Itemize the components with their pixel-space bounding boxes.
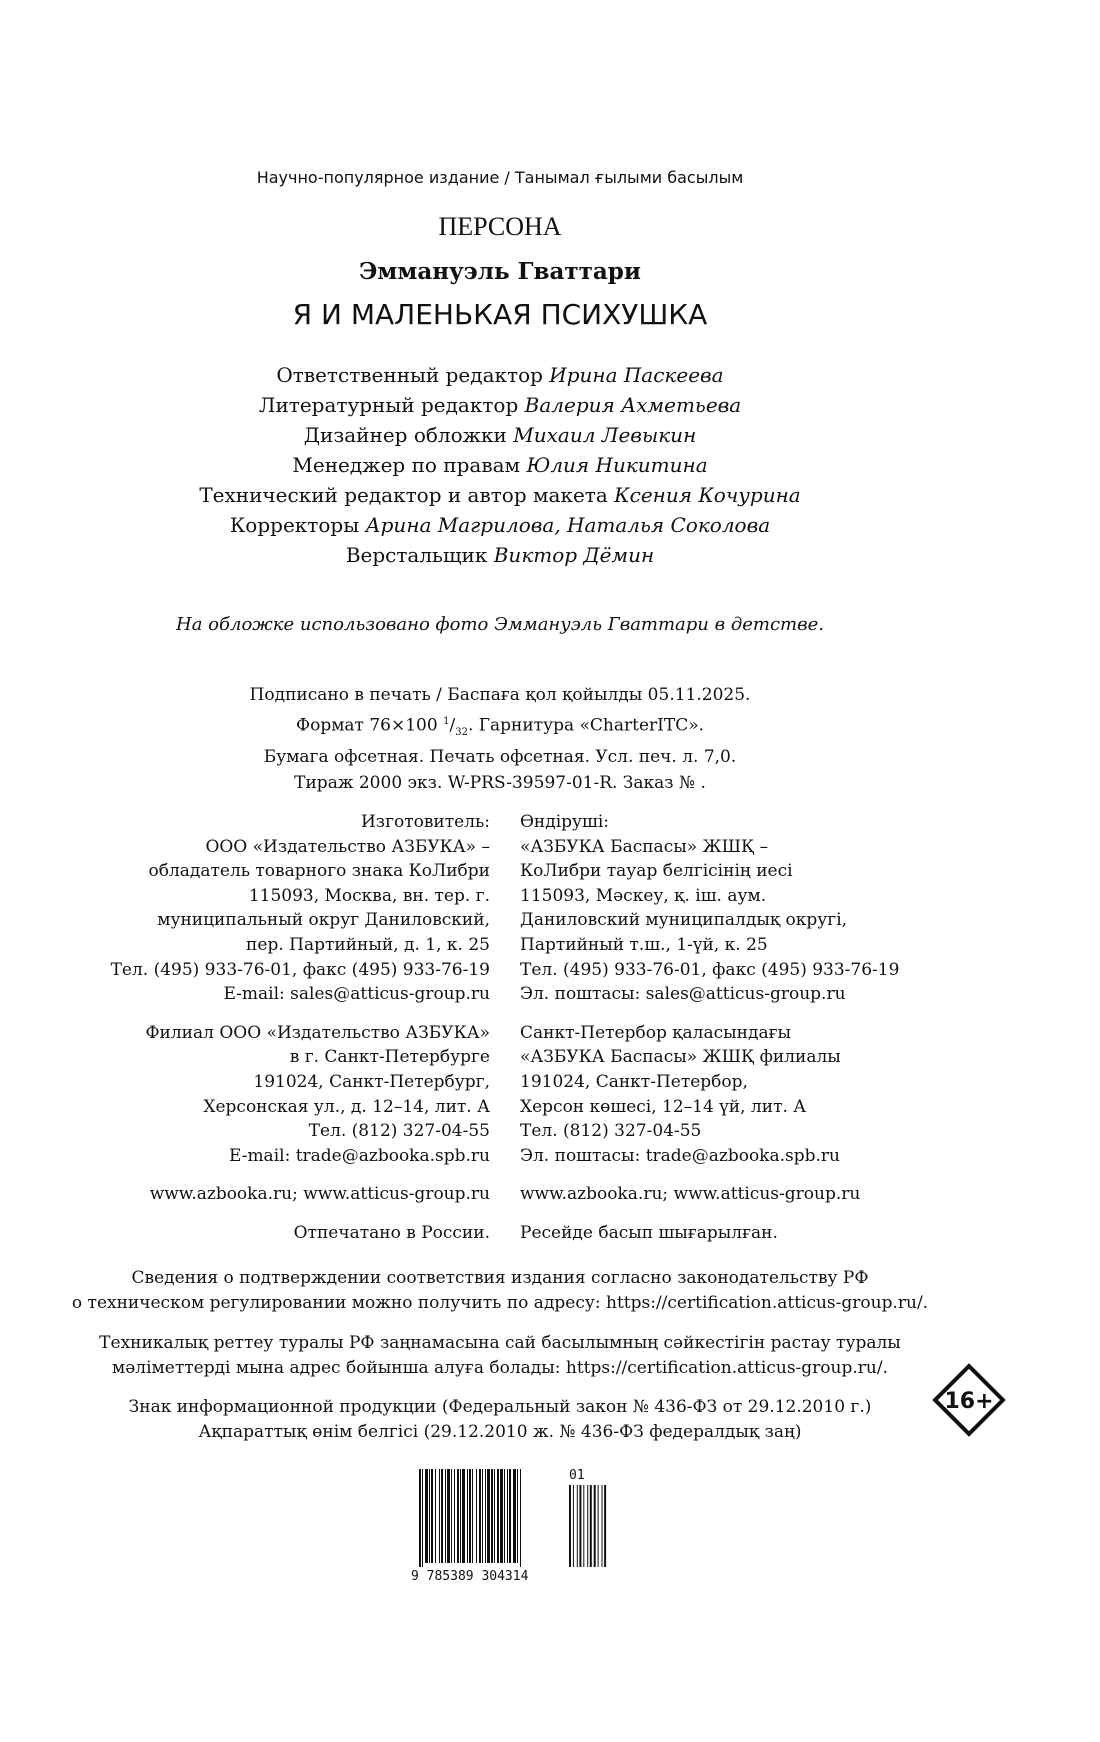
info-product-sign bbox=[0, 1395, 1000, 1445]
barcode-bar bbox=[469, 1469, 471, 1563]
print-line: Подписано в печать / Баспаға қол қойылды 05.11.2025. bbox=[249, 685, 751, 705]
barcode-bar bbox=[467, 1469, 468, 1563]
cover-photo-note: На обложке использовано фото Эммануэль Гваттари в детстве. bbox=[176, 614, 824, 635]
book-title: Я И МАЛЕНЬКАЯ ПСИХУШКА bbox=[292, 298, 708, 331]
barcode-addon-bar bbox=[577, 1485, 578, 1567]
branch-line: Херсон көшесі, 12–14 үй, лит. А bbox=[520, 1096, 807, 1117]
barcode-bar bbox=[491, 1469, 493, 1563]
barcode-addon-bar bbox=[594, 1485, 596, 1567]
credit-row bbox=[0, 510, 1000, 540]
barcode-digits: 9 785389 304314 bbox=[411, 1569, 529, 1584]
barcode-bar bbox=[441, 1469, 443, 1563]
credit-person: Виктор Дёмин bbox=[493, 543, 655, 567]
credit-person: Ирина Паскеева bbox=[549, 363, 724, 387]
barcode-bar bbox=[504, 1469, 505, 1563]
publisher-line: обладатель товарного знака КоЛибри bbox=[148, 861, 490, 882]
barcode-bar bbox=[419, 1469, 421, 1567]
barcode-addon-digits: 01 bbox=[569, 1468, 585, 1483]
barcode-bar bbox=[462, 1469, 465, 1563]
credit-row bbox=[0, 540, 1000, 570]
credit-role: Менеджер по правам bbox=[292, 453, 521, 477]
credit-role: Корректоры bbox=[229, 513, 360, 537]
publisher-line: Изготовитель: bbox=[360, 812, 490, 832]
barcode-bar bbox=[460, 1469, 461, 1563]
barcode-bar bbox=[513, 1469, 516, 1563]
format-text: Формат 76×100 bbox=[295, 715, 444, 736]
barcode-bar bbox=[422, 1469, 423, 1567]
barcode-bar bbox=[500, 1469, 503, 1563]
barcode-addon-bar bbox=[583, 1485, 584, 1567]
print-line: Бумага офсетная. Печать офсетная. Усл. печ. л. 7,0. bbox=[263, 747, 737, 768]
barcode-bar bbox=[435, 1469, 436, 1563]
barcode-bar bbox=[439, 1469, 440, 1563]
age-rating-badge bbox=[928, 1359, 1010, 1441]
credit-person: Валерия Ахметьева bbox=[524, 393, 742, 417]
certification-kz bbox=[0, 1331, 1000, 1381]
barcode-addon-bar bbox=[587, 1485, 588, 1567]
age-rating-text: 16+ bbox=[944, 1389, 994, 1414]
credit-row bbox=[0, 390, 1000, 420]
branch-phone: Тел. (812) 327-04-55 bbox=[520, 1121, 702, 1142]
printed-in: Отпечатано в России. bbox=[293, 1222, 490, 1243]
publisher-line: КоЛибри тауар белгісінің иесі bbox=[520, 861, 793, 882]
author-name: Эммануэль Гваттари bbox=[359, 258, 641, 285]
isbn-barcode bbox=[405, 1465, 630, 1585]
barcode-bar bbox=[451, 1469, 452, 1563]
typeface-text: . Гарнитура «CharterITC». bbox=[467, 715, 705, 736]
publisher-line: 115093, Москва, вн. тер. г. bbox=[248, 885, 490, 906]
publisher-info-ru bbox=[111, 810, 490, 1246]
publisher-line: пер. Партийный, д. 1, к. 25 bbox=[246, 934, 490, 955]
credit-role: Литературный редактор bbox=[258, 393, 519, 417]
credit-role: Технический редактор и автор макета bbox=[199, 483, 608, 507]
barcode-bars bbox=[419, 1469, 606, 1567]
credit-role: Верстальщик bbox=[345, 543, 488, 567]
barcode-bar bbox=[445, 1469, 446, 1563]
branch-email: Эл. поштасы: trade@azbooka.spb.ru bbox=[520, 1145, 840, 1166]
print-line: Формат 76×100 $^1/_{32}$. Гарнитура «CharterITC». bbox=[295, 715, 705, 738]
publisher-email: Эл. поштасы: sales@atticus-group.ru bbox=[520, 984, 846, 1005]
barcode-bar bbox=[425, 1469, 428, 1563]
branch-line: 191024, Санкт-Петербург, bbox=[253, 1071, 490, 1092]
credit-row bbox=[0, 360, 1000, 390]
certification-line: о техническом регулировании можно получить по адресу: https://certification.atticus-group.ru/. bbox=[71, 1293, 929, 1313]
publisher-line: муниципальный округ Даниловский, bbox=[157, 910, 490, 931]
barcode-bar bbox=[517, 1469, 518, 1563]
branch-line: «АЗБУКА Баспасы» ЖШҚ филиалы bbox=[520, 1047, 841, 1068]
credit-person: Арина Магрилова, Наталья Соколова bbox=[365, 513, 771, 537]
barcode-bar bbox=[454, 1469, 455, 1563]
barcode-addon-bar bbox=[590, 1485, 592, 1567]
barcode-bar bbox=[476, 1469, 477, 1563]
series-name: ПЕРСОНА bbox=[438, 212, 562, 241]
branch-line: 191024, Санкт-Петербор, bbox=[520, 1071, 748, 1092]
certification-ru bbox=[0, 1266, 1000, 1316]
edition-type: Научно-популярное издание / Танымал ғылыми басылым bbox=[256, 168, 744, 187]
barcode-addon-bar bbox=[598, 1485, 599, 1567]
branch-line: в г. Санкт-Петербурге bbox=[289, 1047, 490, 1068]
barcode-bar bbox=[507, 1469, 508, 1563]
publisher-line: Партийный т.ш., 1-үй, к. 25 bbox=[520, 934, 768, 955]
barcode-bar bbox=[487, 1469, 490, 1563]
print-details bbox=[0, 683, 1000, 796]
barcode-bar bbox=[447, 1469, 450, 1563]
publisher-email: E-mail: sales@atticus-group.ru bbox=[223, 984, 490, 1005]
branch-line: Филиал ООО «Издательство АЗБУКА» bbox=[145, 1022, 490, 1043]
publisher-line: 115093, Мәскеу, қ. іш. аум. bbox=[520, 885, 767, 906]
barcode-addon-bar bbox=[604, 1485, 606, 1567]
barcode-bar bbox=[472, 1469, 473, 1563]
credit-row bbox=[0, 420, 1000, 450]
barcode-bar bbox=[494, 1469, 495, 1563]
credit-role: Дизайнер обложки bbox=[303, 423, 507, 447]
branch-line: Херсонская ул., д. 12–14, лит. А bbox=[203, 1096, 490, 1117]
barcode-addon-bar bbox=[573, 1485, 574, 1567]
barcode-bar bbox=[497, 1469, 499, 1563]
barcode-addon-bar bbox=[602, 1485, 603, 1567]
branch-email: E-mail: trade@azbooka.spb.ru bbox=[228, 1145, 490, 1166]
branch-line: Санкт-Петербор қаласындағы bbox=[520, 1022, 792, 1043]
publisher-info-kz bbox=[520, 810, 899, 1246]
publisher-line: Өндіруші: bbox=[520, 812, 610, 832]
barcode-bar bbox=[520, 1469, 521, 1567]
credit-role: Ответственный редактор bbox=[276, 363, 543, 387]
barcode-bar bbox=[429, 1469, 430, 1563]
certification-line: Сведения о подтверждении соответствия издания согласно законодательству РФ bbox=[131, 1268, 869, 1288]
barcode-bar bbox=[457, 1469, 459, 1563]
credit-person: Михаил Левыкин bbox=[513, 423, 697, 447]
print-line: Тираж 2000 экз. W-PRS-39597-01-R. Заказ № . bbox=[294, 772, 706, 793]
barcode-bar bbox=[509, 1469, 511, 1563]
credit-row bbox=[0, 480, 1000, 510]
format-fraction-num: 1 bbox=[443, 715, 450, 727]
barcode-addon-bar bbox=[569, 1485, 571, 1567]
branch-phone: Тел. (812) 327-04-55 bbox=[308, 1121, 490, 1142]
certification-line: мәліметтерді мына адрес бойынша алуға болады: https://certification.atticus-group.ru/. bbox=[112, 1358, 888, 1378]
barcode-addon-bar bbox=[579, 1485, 581, 1567]
printed-in: Ресейде басып шығарылған. bbox=[520, 1222, 778, 1243]
publisher-line: ООО «Издательство АЗБУКА» – bbox=[205, 836, 490, 857]
credit-person: Юлия Никитина bbox=[526, 453, 708, 477]
credit-row bbox=[0, 450, 1000, 480]
websites: www.azbooka.ru; www.atticus-group.ru bbox=[520, 1184, 861, 1205]
format-fraction-den: 32 bbox=[455, 726, 468, 738]
publisher-phone: Тел. (495) 933-76-01, факс (495) 933-76-19 bbox=[110, 959, 490, 980]
barcode-bar bbox=[479, 1469, 481, 1563]
publisher-line: «АЗБУКА Баспасы» ЖШҚ – bbox=[520, 836, 769, 857]
credits-list bbox=[0, 360, 1000, 570]
publisher-line: Даниловский муниципалдық округі, bbox=[520, 910, 848, 931]
credit-person: Ксения Кочурина bbox=[614, 483, 801, 507]
publisher-phone: Тел. (495) 933-76-01, факс (495) 933-76-19 bbox=[520, 959, 900, 980]
info-sign-line: Знак информационной продукции (Федеральный закон № 436-ФЗ от 29.12.2010 г.) bbox=[128, 1397, 872, 1417]
certification-line: Техникалық реттеу туралы РФ заңнамасына сай басылымның сәйкестігін растау туралы bbox=[99, 1333, 901, 1353]
barcode-bar bbox=[482, 1469, 483, 1563]
websites: www.azbooka.ru; www.atticus-group.ru bbox=[149, 1184, 490, 1205]
barcode-bar bbox=[485, 1469, 486, 1563]
barcode-bar bbox=[431, 1469, 433, 1563]
info-sign-line: Ақпараттық өнім белгісі (29.12.2010 ж. № 436-ФЗ федералдық заң) bbox=[198, 1422, 802, 1442]
